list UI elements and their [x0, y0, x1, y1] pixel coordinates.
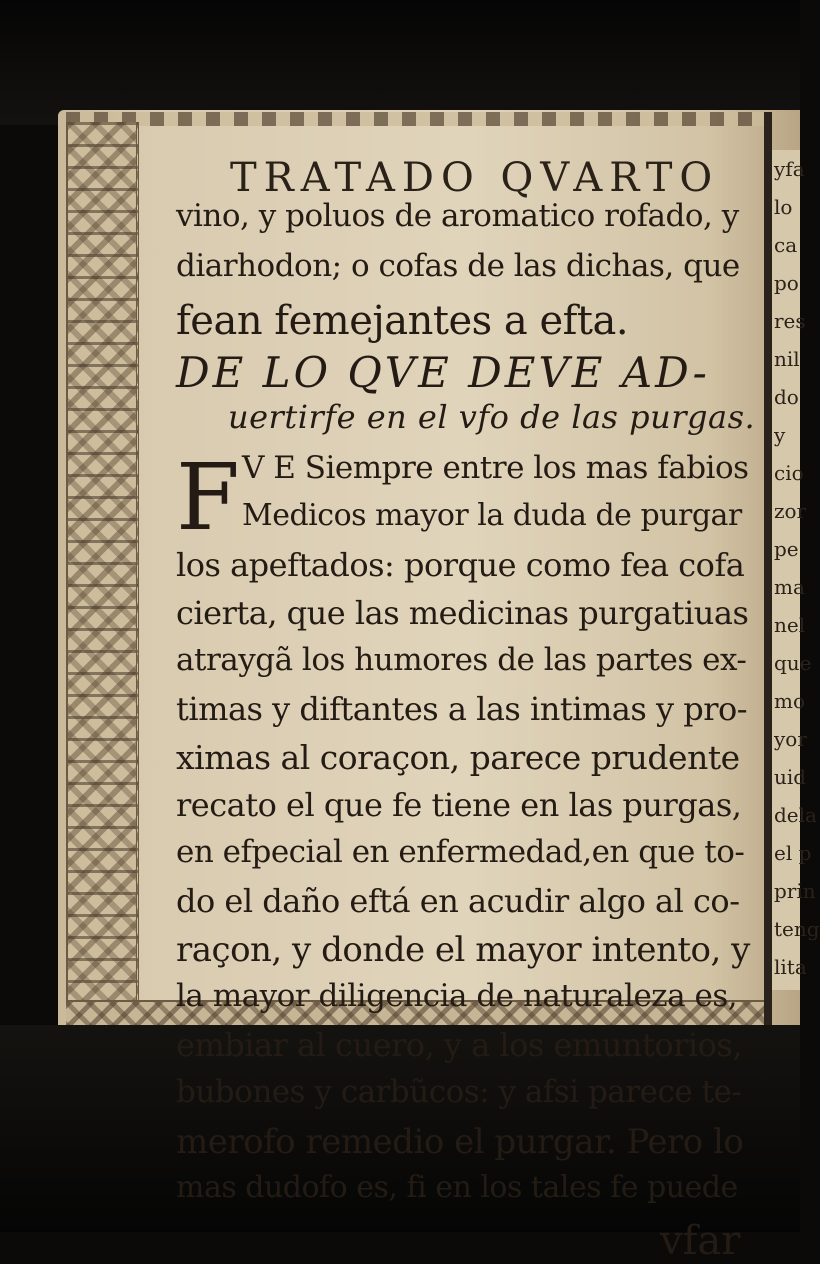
paragraph-line: Medicos mayor la duda de purgar	[242, 498, 742, 533]
book-gutter	[764, 112, 772, 1027]
paragraph-line: bubones y carbũcos: y afsi parece te-	[176, 1074, 742, 1110]
facing-page-fragment: po	[774, 271, 799, 295]
facing-page-fragment: y	[774, 423, 786, 447]
section-heading: DE LO QVE DEVE AD-	[176, 348, 710, 397]
running-head: TRATADO QVARTO	[230, 155, 720, 201]
section-subheading: uertirfe en el vfo de las purgas.	[228, 398, 756, 436]
ornamental-border-left	[66, 122, 139, 1017]
paragraph-line: merofo remedio el purgar. Pero lo	[176, 1122, 744, 1162]
paragraph-line: en efpecial en enfermedad,en que to-	[176, 834, 745, 870]
paragraph-line: cierta, que las medicinas purgatiuas	[176, 594, 749, 632]
facing-page-fragment: yfa	[774, 157, 805, 181]
paragraph-line: recato el que fe tiene en las purgas,	[176, 786, 742, 824]
paragraph-line: embiar al cuero, y a los emuntorios,	[176, 1026, 743, 1064]
paragraph-line: V E Siempre entre los mas fabios	[242, 450, 749, 486]
text-line: fean femejantes a efta.	[176, 298, 629, 344]
paragraph-line: la mayor diligencia de naturaleza es,	[176, 978, 738, 1014]
facing-page-fragment: nel	[774, 613, 806, 637]
paragraph-line: raçon, y donde el mayor intento, y	[176, 930, 750, 970]
facing-page-fragment: res	[774, 309, 806, 333]
facing-page-fragment: ma	[774, 575, 805, 599]
ornamental-border-top	[66, 112, 766, 126]
facing-page-fragment: yor	[774, 727, 807, 751]
photo-background-top	[0, 0, 800, 125]
facing-page-fragment: uid	[774, 765, 807, 789]
facing-page-fragment: dela	[774, 803, 817, 827]
facing-page-fragment: lo	[774, 195, 793, 219]
facing-page-fragment: mo	[774, 689, 806, 713]
facing-page-fragment: que	[774, 651, 812, 675]
facing-page-fragment: do	[774, 385, 799, 409]
text-line: diarhodon; o cofas de las dichas, que	[176, 248, 740, 284]
catchword: vfar	[660, 1218, 741, 1264]
drop-cap: F	[176, 444, 240, 551]
facing-page-fragment: cio	[774, 461, 804, 485]
paragraph-line: timas y diftantes a las intimas y pro-	[176, 690, 748, 728]
facing-page-edge	[772, 150, 820, 990]
paragraph-line: mas dudofo es, fi en los tales fe puede	[176, 1170, 738, 1205]
facing-page-fragment: pe	[774, 537, 799, 561]
facing-page-fragment: zor	[774, 499, 807, 523]
facing-page-fragment: prin	[774, 879, 816, 903]
facing-page-fragment: lita	[774, 955, 807, 979]
paragraph-line: do el daño eftá en acudir algo al co-	[176, 882, 740, 920]
facing-page-fragment: ca	[774, 233, 798, 257]
paragraph-line: los apeftados: porque como fea cofa	[176, 546, 745, 584]
facing-page-fragment: el p	[774, 841, 812, 865]
text-line: vino, y poluos de aromatico rofado, y	[176, 198, 739, 234]
facing-page-fragment: nil	[774, 347, 800, 371]
paragraph-line: atraygã los humores de las partes ex-	[176, 642, 747, 678]
paragraph-line: ximas al coraçon, parece prudente	[176, 738, 740, 777]
facing-page-fragment: teng	[774, 917, 820, 941]
